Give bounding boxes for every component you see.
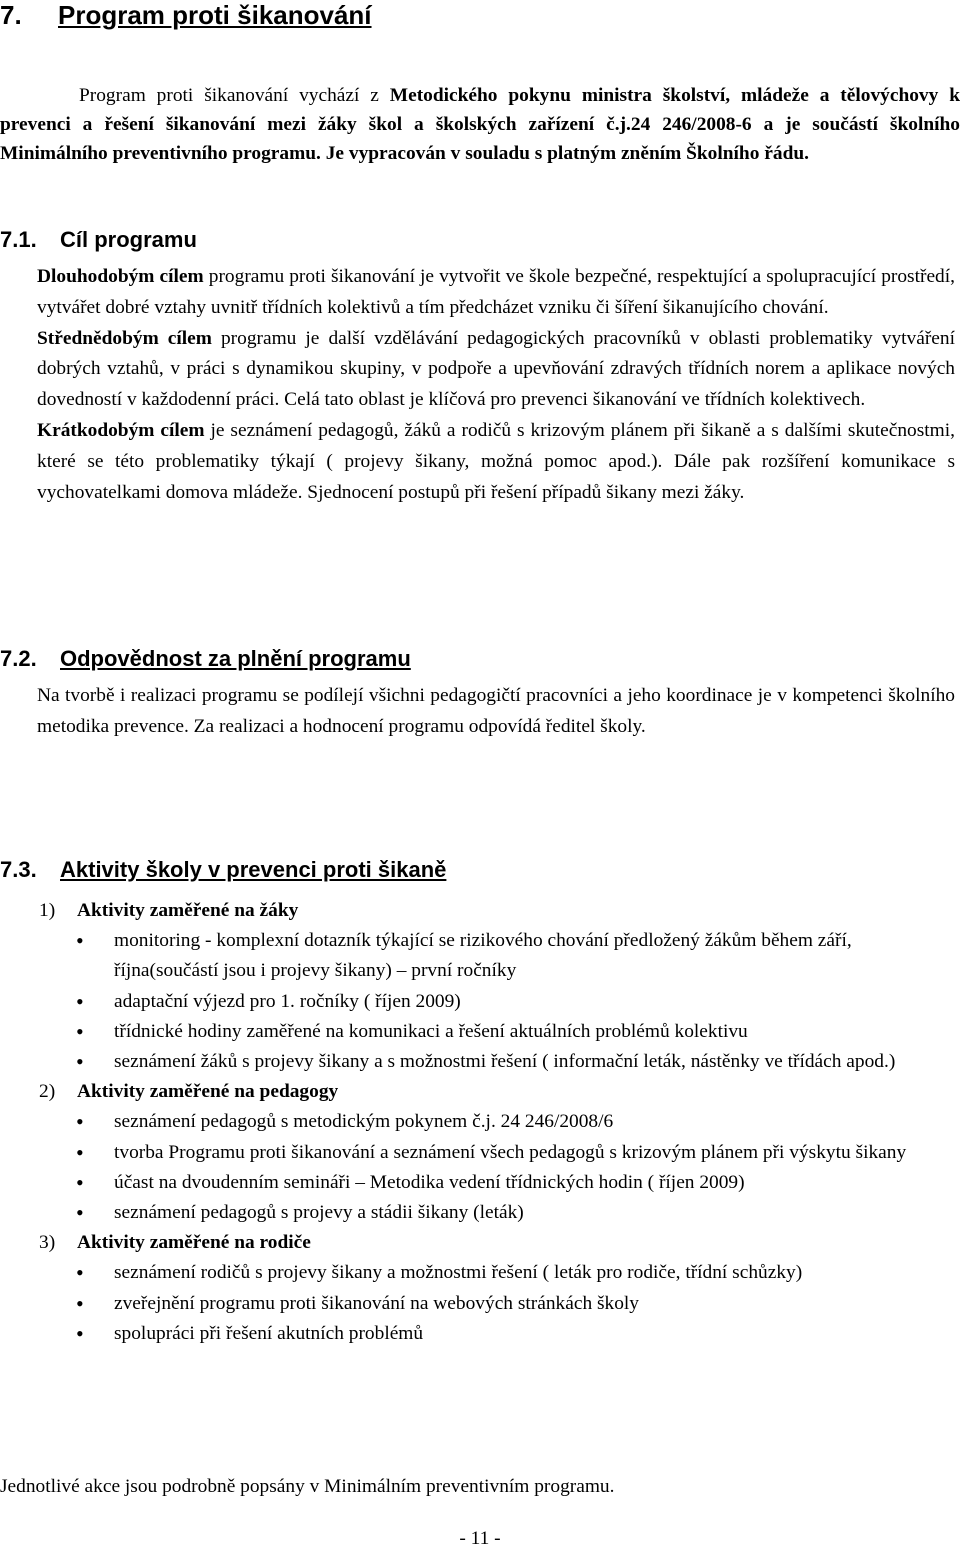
chapter-number: 7. xyxy=(0,0,22,30)
list-item: • seznámení rodičů s projevy šikany a možnostmi řešení ( leták pro rodiče, třídní schůzky) xyxy=(37,1258,955,1288)
bullet-icon: • xyxy=(76,1109,84,1135)
chapter-heading xyxy=(0,0,960,30)
group-title: Aktivity zaměřené na rodiče xyxy=(77,1232,311,1254)
bullet-icon: • xyxy=(76,1290,84,1316)
section-heading-7-2 xyxy=(0,645,960,673)
bullet-icon: • xyxy=(76,1260,84,1286)
activity-group xyxy=(37,1228,955,1258)
section-number: 7.3. xyxy=(0,857,37,882)
bullet-icon: • xyxy=(76,1049,84,1075)
mid-term-label: Střednědobým cílem xyxy=(37,327,212,349)
bullet-icon: • xyxy=(76,1169,84,1195)
group-number: 1) xyxy=(39,900,56,921)
bullet-list xyxy=(37,1258,955,1349)
list-item: • tvorba Programu proti šikanování a seznámení všech pedagogů s krizovým plánem při výskytu šikany xyxy=(37,1138,955,1168)
activity-group xyxy=(37,896,955,926)
goals-section xyxy=(37,262,955,508)
short-term-goal: Krátkodobým cílem je seznámení pedagogů, žáků a rodičů s krizovým plánem při šikaně a s dalšími skutečnostmi, které se této problematiky týkají ( projevy šikany, možná pomoc apod.). Dále pak rozšíření komunikace s vychovatelkami domova mládeže. Sjednocení postupů při řešení případů šikany mezi žáky. xyxy=(37,419,955,503)
group-title: Aktivity zaměřené na pedagogy xyxy=(77,1081,339,1103)
list-item: • seznámení pedagogů s metodickým pokynem č.j. 24 246/2008/6 xyxy=(37,1107,955,1137)
intro-lead: Program proti šikanování vychází z xyxy=(79,85,390,106)
mid-term-goal: Střednědobým cílem programu je další vzdělávání pedagogických pracovníků v oblasti problematiky vytváření dobrých vztahů, v práci s dynamikou skupiny, v podpoře a upevňování zdravých třídních norem a aplikace nových dovedností v každodenní práci. Celá tato oblast je klíčová pro prevenci šikanování ve třídních kolektivech. xyxy=(37,327,955,411)
long-term-goal: Dlouhodobým cílem programu proti šikanování je vytvořit ve škole bezpečné, respektující a spolupracující prostředí, vytvářet dobré vztahy uvnitř třídních kolektivů a tím předcházet vzniku či šíření šikanujícího chování. xyxy=(37,266,955,318)
list-item: • monitoring - komplexní dotazník týkající se rizikového chování předložený žákům během září, října(součástí jsou i projevy šikany) – první ročníky xyxy=(76,928,852,982)
responsibility-section xyxy=(37,681,955,742)
section-heading-7-1 xyxy=(0,226,960,254)
intro-paragraph xyxy=(0,81,960,169)
intro-bold: Metodického pokynu ministra školství, mládeže a tělovýchovy k prevenci a řešení šikanování mezi žáky škol a školských zařízení č.j.24 246/2008-6 a je součástí školního Minimálního preventivního programu. Je vypracován v souladu s platným zněním Školního řádu. xyxy=(0,85,960,165)
long-term-label: Dlouhodobým cílem xyxy=(37,266,204,287)
bullet-icon: • xyxy=(76,1139,84,1165)
section-number: 7.2. xyxy=(0,646,37,671)
activities-list xyxy=(37,896,955,1349)
section-title: Cíl programu xyxy=(60,227,197,252)
bullet-list xyxy=(37,926,955,1077)
bullet-icon: • xyxy=(76,928,84,954)
list-item: • seznámení pedagogů s projevy a stádii šikany (leták) xyxy=(37,1198,955,1228)
list-item: • seznámení žáků s projevy šikany a s možnostmi řešení ( informační leták, nástěnky ve třídách apod.) xyxy=(37,1047,955,1077)
group-number: 2) xyxy=(39,1081,56,1103)
bullet-icon: • xyxy=(76,1018,84,1044)
group-number: 3) xyxy=(39,1232,56,1254)
short-term-label: Krátkodobým cílem xyxy=(37,419,205,441)
bullet-list xyxy=(37,1107,955,1228)
section-title: Odpovědnost za plnění programu xyxy=(60,646,411,671)
list-item: • zveřejnění programu proti šikanování na webových stránkách školy xyxy=(37,1289,955,1319)
group-title: Aktivity zaměřené na žáky xyxy=(77,900,299,921)
activity-group xyxy=(37,1077,955,1107)
footer-note: Jednotlivé akce jsou podrobně popsány v Minimálním preventivním programu. xyxy=(0,1476,615,1497)
bullet-icon: • xyxy=(76,1200,84,1226)
section-heading-7-3 xyxy=(0,856,960,884)
list-item: • účast na dvoudenním semináři – Metodika vedení třídnických hodin ( říjen 2009) xyxy=(37,1168,955,1198)
page-number: - 11 - xyxy=(459,1528,501,1549)
list-item: • třídnické hodiny zaměřené na komunikaci a řešení aktuálních problémů kolektivu xyxy=(37,1017,955,1047)
bullet-icon: • xyxy=(76,988,84,1014)
chapter-title: Program proti šikanování xyxy=(58,0,372,30)
list-item: • adaptační výjezd pro 1. ročníky ( říjen 2009) xyxy=(37,987,955,1017)
responsibility-text: Na tvorbě i realizaci programu se podílejí všichni pedagogičtí pracovníci a jeho koordinace je v kompetenci školního metodika prevence. Za realizaci a hodnocení programu odpovídá ředitel školy. xyxy=(37,685,955,737)
section-number: 7.1. xyxy=(0,227,37,252)
list-item: • spolupráci při řešení akutních problémů xyxy=(37,1319,955,1349)
section-title: Aktivity školy v prevenci proti šikaně xyxy=(60,857,447,882)
bullet-icon: • xyxy=(76,1320,84,1346)
